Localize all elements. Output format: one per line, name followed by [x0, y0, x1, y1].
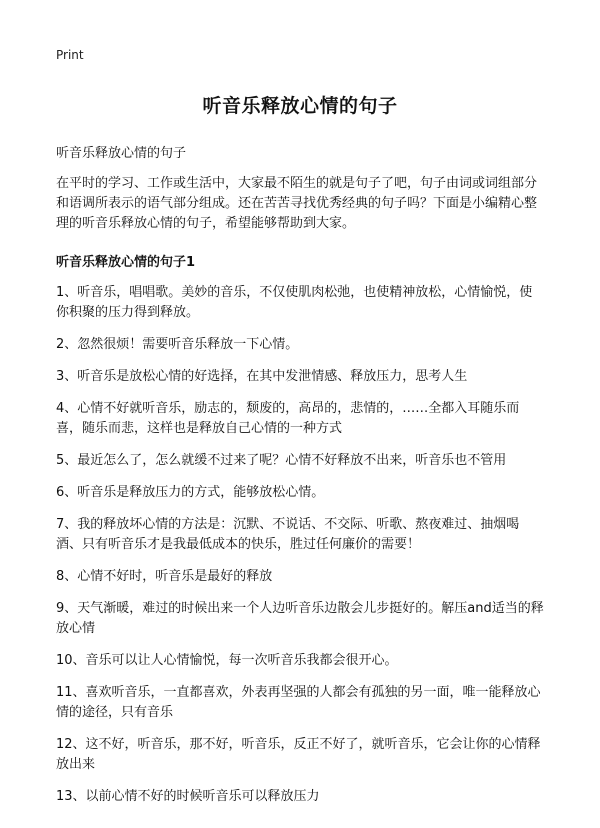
- list-item: 13、以前心情不好的时候听音乐可以释放压力: [56, 789, 320, 804]
- list-item: 2、忽然很烦！需要听音乐释放一下心情。: [56, 337, 299, 352]
- intro-paragraph: 在平时的学习、工作或生活中，大家最不陌生的就是句子了吧，句子由词或词组部分和语调所表示的语气部分组成。还在苦苦寻找优秀经典的句子吗？下面是小编精心整理的听音乐释放心情的句子，希望能够帮助到大家。: [56, 176, 538, 231]
- list-item: 11、喜欢听音乐，一直都喜欢，外表再坚强的人都会有孤独的另一面，唯一能释放心情的途径，只有音乐: [56, 685, 541, 720]
- list-item: 8、心情不好时，听音乐是最好的释放: [56, 569, 273, 584]
- list-item: 7、我的释放坏心情的方法是：沉默、不说话、不交际、听歌、熬夜难过、抽烟喝酒、只有听音乐才是我最低成本的快乐，胜过任何廉价的需要！: [56, 517, 520, 552]
- section-heading: 听音乐释放心情的句子1: [56, 255, 196, 270]
- page-title: 听音乐释放心情的句子: [202, 95, 398, 117]
- list-item: 9、天气渐暖，难过的时候出来一个人边听音乐边散会儿步挺好的。解压and适当的释放心情: [56, 601, 544, 636]
- print-link[interactable]: Print: [56, 48, 84, 62]
- list-item: 4、心情不好就听音乐，励志的，颓废的，高昂的，悲情的，……全都入耳随乐而喜，随乐而悲，这样也是释放自己心情的一种方式: [56, 401, 520, 436]
- list-item: 1、听音乐，唱唱歌。美妙的音乐，不仅使肌肉松弛，也使精神放松，心情愉悦，使你积聚的压力得到释放。: [56, 285, 533, 320]
- list-item: 12、这不好，听音乐，那不好，听音乐，反正不好了，就听音乐，它会让你的心情释放出来: [56, 737, 541, 772]
- list-item: 5、最近怎么了，怎么就缓不过来了呢？心情不好释放不出来，听音乐也不管用: [56, 453, 507, 468]
- sentence-list: [56, 283, 544, 807]
- page-subtitle: 听音乐释放心情的句子: [56, 146, 187, 161]
- list-item: 3、听音乐是放松心情的好选择，在其中发泄情感、释放压力，思考人生: [56, 369, 468, 384]
- list-item: 6、听音乐是释放压力的方式，能够放松心情。: [56, 485, 325, 500]
- list-item: 10、音乐可以让人心情愉悦，每一次听音乐我都会很开心。: [56, 653, 398, 668]
